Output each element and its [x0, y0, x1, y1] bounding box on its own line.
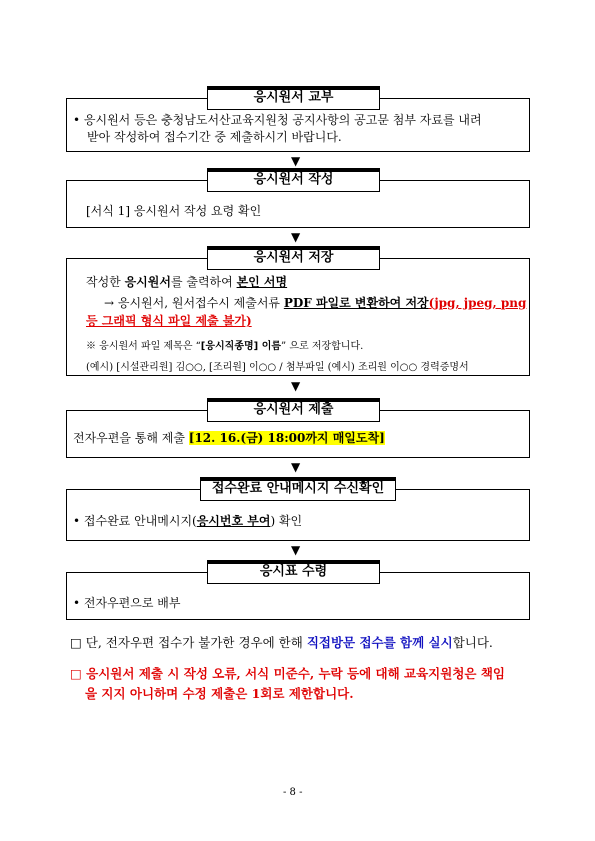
down-arrow-icon: ▼: [291, 154, 301, 168]
save-line-print-pre: 작성한: [86, 275, 125, 289]
graphic-format-note-cont: 등 그래픽 형식 파일 제출 불가): [86, 314, 252, 328]
step-title-issue: 응시원서 교부: [207, 86, 380, 110]
issue-text-line1: • 응시원서 등은 충청남도서산교육지원청 공지사항의 공고문 첨부 자료를 내려: [73, 113, 482, 127]
down-arrow-icon: ▼: [291, 460, 301, 474]
confirm-line-pre: • 접수완료 안내메시지(: [73, 514, 197, 528]
step-title-ticket: 응시표 수령: [207, 560, 380, 584]
down-arrow-icon: ▼: [291, 543, 301, 557]
graphic-format-note: (jpg, jpeg, png: [428, 296, 527, 310]
confirm-line: [73, 512, 302, 529]
down-arrow-icon: ▼: [291, 379, 301, 393]
file-name-format: [응시직종명] 이름: [200, 341, 282, 352]
direct-visit-bold: 직접방문 접수를 함께 실시: [306, 635, 453, 650]
note-visit-post: 합니다.: [452, 635, 493, 650]
file-name-example: (예시) [시설관리원] 김○○, [조리원] 이○○ / 첨부파일 (예시) 조리원 이○○ 경력증명서: [86, 362, 469, 373]
note-responsibility-line1: □ 응시원서 제출 시 작성 오류, 서식 미준수, 누락 등에 대해 교육지원청은 책임: [70, 666, 505, 681]
submit-line: [73, 429, 385, 446]
application-form-bold: 응시원서: [124, 275, 171, 289]
pdf-convert-bold: PDF 파일로 변환하여 저장: [283, 296, 429, 310]
write-text: [서식 1] 응시원서 작성 요령 확인: [86, 204, 262, 218]
save-line-convert-pre: → 응시원서, 원서접수시 제출서류: [104, 296, 284, 310]
step-title-save: 응시원서 저장: [207, 246, 380, 270]
note-visit-pre: □ 단, 전자우편 접수가 불가한 경우에 한해: [70, 635, 307, 650]
note-responsibility-line2: 을 지지 아니하며 수정 제출은 1회로 제한합니다.: [85, 686, 354, 701]
submit-line-pre: 전자우편을 통해 제출: [73, 431, 189, 445]
file-name-rule: [86, 337, 363, 352]
confirm-line-post: ) 확인: [270, 514, 303, 528]
ticket-line: • 전자우편으로 배부: [73, 596, 181, 610]
submission-deadline: [12. 16.(금) 18:00까지 매일도착]: [188, 431, 385, 445]
down-arrow-icon: ▼: [291, 230, 301, 244]
page-number: - 8 -: [283, 787, 303, 798]
save-line-print: [86, 273, 287, 290]
file-name-rule-pre: ※ 응시원서 파일 제목은 “: [86, 341, 201, 352]
step-title-write: 응시원서 작성: [207, 168, 380, 192]
issue-text-line2: 받아 작성하여 접수기간 중 제출하시기 바랍니다.: [87, 130, 342, 144]
step-title-confirm: 접수완료 안내메시지 수신확인: [200, 477, 396, 501]
note-visit: [70, 633, 493, 651]
save-line-print-mid: 를 출력하여: [170, 275, 237, 289]
exam-number-assign: 응시번호 부여: [196, 514, 271, 528]
save-line-convert: [104, 294, 526, 311]
own-signature: 본인 서명: [236, 275, 288, 289]
step-title-submit: 응시원서 제출: [207, 398, 380, 422]
file-name-rule-post: ” 으로 저장합니다.: [281, 341, 364, 352]
